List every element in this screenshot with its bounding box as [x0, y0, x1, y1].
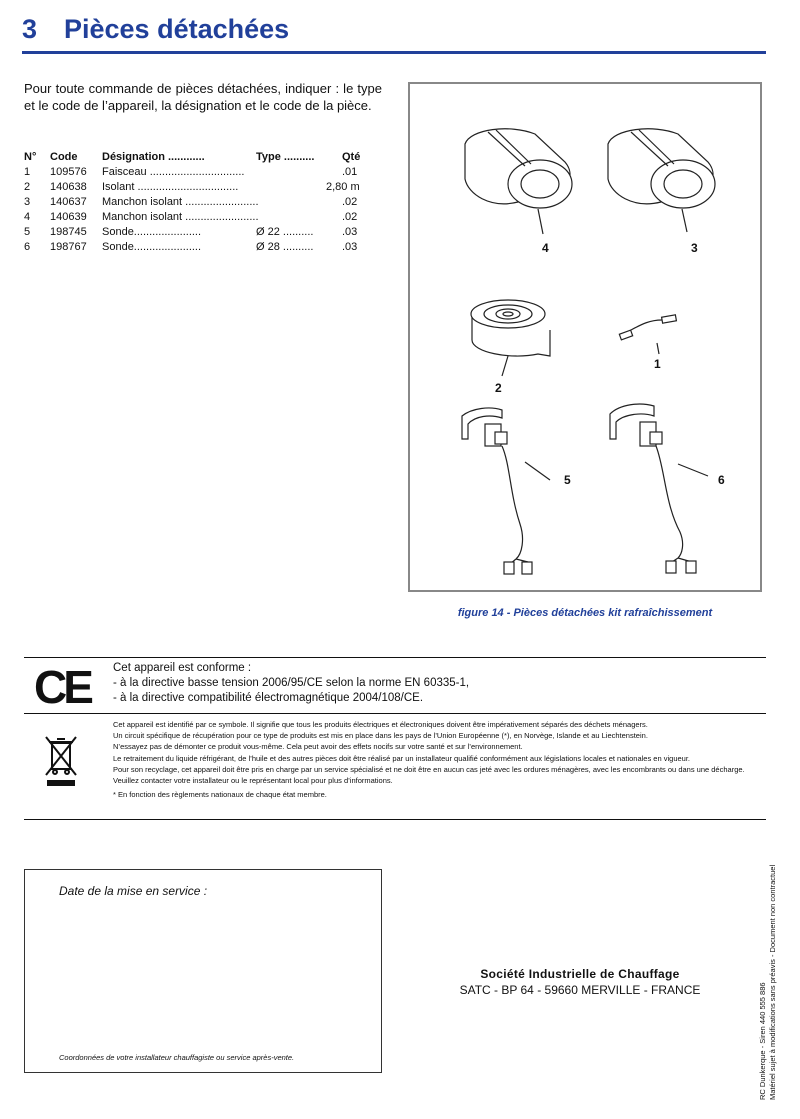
- sleeve-3-drawing: [608, 129, 715, 232]
- weee-line: Pour son recyclage, cet appareil doit être pris en charge par un service spécialisé et ne doit être en aucun cas jeté avec les ordures ménagères, avec les encombrants ou dans une décharge.: [113, 764, 745, 774]
- cell-code: 198767: [50, 241, 87, 253]
- parts-table: [24, 150, 364, 255]
- figure-caption: figure 14 - Pièces détachées kit rafraîchissement: [457, 607, 713, 619]
- cell-no: 6: [24, 241, 31, 253]
- sensor-5-drawing: [462, 408, 550, 574]
- cell-type: Ø 22 ..........: [256, 226, 314, 238]
- parts-illustration: [410, 84, 760, 590]
- cell-qty: .02: [342, 211, 358, 223]
- table-row: [24, 195, 364, 210]
- figure-label-3: 3: [691, 241, 698, 255]
- col-header-designation: Désignation ............: [102, 151, 205, 163]
- cell-code: 140638: [50, 181, 87, 193]
- figure-label-5: 5: [564, 473, 571, 487]
- intro-paragraph: Pour toute commande de pièces détachées, indiquer : le type et le code de l’appareil, la désignation et le code de la pièce.: [24, 81, 382, 113]
- ce-mark-logo: CE: [34, 661, 90, 713]
- figure-label-6: 6: [718, 473, 725, 487]
- ce-line: Cet appareil est conforme :: [113, 662, 252, 674]
- col-header-code: Code: [50, 151, 78, 163]
- cell-code: 198745: [50, 226, 87, 238]
- weee-line: Veuillez contacter votre installateur ou le représentant local pour plus d’informations.: [113, 776, 393, 786]
- cell-designation: Faisceau ...............................: [102, 166, 245, 178]
- cell-code: 109576: [50, 166, 87, 178]
- cell-designation: Sonde......................: [102, 226, 202, 238]
- table-row: [24, 180, 364, 195]
- figure-label-4: 4: [542, 241, 549, 255]
- legal-line: RC Dunkerque - Siren 440 555 886: [758, 982, 767, 1100]
- ce-line: - à la directive compatibilité électromagnétique 2004/108/CE.: [113, 692, 424, 704]
- weee-notice: [113, 719, 763, 800]
- figure-label-1: 1: [654, 357, 661, 371]
- figure-label-2: 2: [495, 381, 502, 395]
- table-row: [24, 165, 364, 180]
- company-block: [430, 966, 730, 998]
- cell-no: 3: [24, 196, 31, 208]
- cell-designation: Manchon isolant ........................: [102, 196, 259, 208]
- cell-no: 4: [24, 211, 31, 223]
- weee-line: Un circuit spécifique de récupération pour ce type de produits est mis en place dans les pays de l’Union Européenne (*), en Norvège, Islande et au Liechtenstein.: [113, 731, 648, 741]
- table-row: [24, 225, 364, 240]
- weee-line: Cet appareil est identifié par ce symbole. Il signifie que tous les produits électriques et électroniques doivent être impérativement séparés des déchets ménagers.: [113, 720, 648, 729]
- company-address: SATC - BP 64 - 59660 MERVILLE - FRANCE: [459, 983, 701, 997]
- figure-frame: [408, 82, 762, 592]
- commissioning-box: [24, 869, 382, 1073]
- legal-notice: [758, 820, 778, 1100]
- cell-code: 140637: [50, 196, 87, 208]
- sensor-6-drawing: [610, 404, 708, 573]
- weee-line: N’essayez pas de démonter ce produit vous-même. Cela peut avoir des effets nocifs sur votre santé et sur l’environnement.: [113, 742, 523, 752]
- page-title: Pièces détachées: [64, 14, 290, 44]
- cell-code: 140639: [50, 211, 87, 223]
- cell-qty: .01: [342, 166, 358, 178]
- col-header-no: N°: [24, 151, 37, 163]
- parts-table-header: [24, 150, 364, 165]
- ce-line: - à la directive basse tension 2006/95/CE selon la norme EN 60335-1,: [113, 677, 470, 689]
- col-header-qty: Qté: [342, 151, 361, 163]
- cell-qty: .03: [342, 226, 358, 238]
- header-rule: [22, 51, 766, 54]
- cell-type: Ø 28 ..........: [256, 241, 314, 253]
- ce-conformity-text: [113, 661, 469, 706]
- section-number: 3: [22, 14, 38, 44]
- divider: [24, 657, 766, 658]
- cell-designation: Isolant .................................: [102, 181, 239, 193]
- weee-footnote: * En fonction des règlements nationaux de chaque état membre.: [113, 790, 327, 800]
- divider: [24, 713, 766, 714]
- cell-qty: .03: [342, 241, 358, 253]
- commissioning-date-label: Date de la mise en service :: [59, 884, 208, 898]
- cell-no: 2: [24, 181, 31, 193]
- insulation-roll-drawing: [471, 300, 550, 376]
- weee-line: Le retraitement du liquide réfrigérant, de l’huile et des autres pièces doit être réalisé par un installateur qualifié conformément aux législations locales et nationales en vigueur.: [113, 753, 691, 763]
- cell-qty: 2,80 m: [326, 181, 360, 193]
- table-row: [24, 240, 364, 255]
- installer-contact-label: Coordonnées de votre installateur chauffagiste ou service après-vente.: [59, 1053, 295, 1062]
- cell-designation: Sonde......................: [102, 241, 202, 253]
- cell-qty: .02: [342, 196, 358, 208]
- divider: [24, 819, 766, 820]
- legal-line: Matériel sujet à modifications sans préavis - Document non contractuel: [768, 864, 777, 1100]
- col-header-type: Type ..........: [256, 151, 315, 163]
- harness-drawing: [619, 315, 676, 354]
- cell-no: 5: [24, 226, 31, 238]
- crossed-bin-icon: [44, 733, 78, 794]
- cell-no: 1: [24, 166, 31, 178]
- sleeve-4-drawing: [465, 129, 572, 234]
- table-row: [24, 210, 364, 225]
- cell-designation: Manchon isolant ........................: [102, 211, 259, 223]
- company-name: Société Industrielle de Chauffage: [480, 967, 680, 981]
